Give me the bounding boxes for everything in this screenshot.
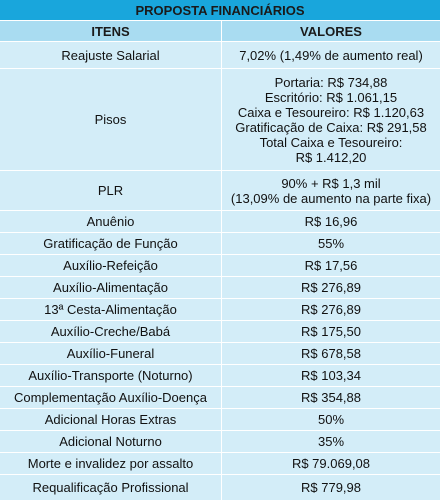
table-row — [0, 430, 440, 452]
table-row — [0, 254, 440, 276]
table-row — [0, 320, 440, 342]
table-row — [0, 210, 440, 232]
row-item: Pisos — [0, 69, 222, 170]
row-item: Anuênio — [0, 211, 222, 232]
row-value: 50% — [317, 412, 345, 427]
table-row — [0, 41, 440, 68]
table-row — [0, 474, 440, 500]
row-value: R$ 678,58 — [301, 346, 361, 361]
row-item: Morte e invalidez por assalto — [0, 453, 222, 474]
table-row — [0, 452, 440, 474]
table-row — [0, 342, 440, 364]
row-value: 35% — [317, 434, 345, 449]
row-item: Auxílio-Refeição — [0, 255, 222, 276]
row-value: 7,02% (1,49% de aumento real) — [239, 47, 423, 63]
row-item: Auxílio-Alimentação — [0, 277, 222, 298]
row-item: Gratificação de Função — [0, 233, 222, 254]
row-value: R$ 103,34 — [301, 368, 361, 383]
row-value: 55% — [317, 236, 345, 251]
table-row — [0, 170, 440, 210]
row-item: Complementação Auxílio-Doença — [0, 387, 222, 408]
header-values: VALORES — [300, 23, 362, 39]
row-item: PLR — [0, 171, 222, 210]
row-item: Auxílio-Creche/Babá — [0, 321, 222, 342]
table-row — [0, 68, 440, 170]
table-row — [0, 298, 440, 320]
row-item: Adicional Noturno — [0, 431, 222, 452]
row-value: Portaria: R$ 734,88 Escritório: R$ 1.061,15 Caixa e Tesoureiro: R$ 1.120,63 Gratificação de Caixa: R$ 291,58 Total Caixa e Tesoureiro: R$ 1.412,20 — [235, 74, 427, 165]
row-value: R$ 16,96 — [304, 214, 358, 229]
row-value: R$ 175,50 — [301, 324, 361, 339]
row-item: 13ª Cesta-Alimentação — [0, 299, 222, 320]
row-value: R$ 276,89 — [301, 280, 361, 295]
header-items: ITENS — [0, 21, 222, 41]
table-row — [0, 232, 440, 254]
table-header-row — [0, 21, 440, 41]
row-value: R$ 17,56 — [304, 258, 358, 273]
row-value: R$ 779,98 — [301, 480, 361, 495]
table-row — [0, 364, 440, 386]
table-row — [0, 386, 440, 408]
table-row — [0, 276, 440, 298]
row-value: 90% + R$ 1,3 mil (13,09% de aumento na parte fixa) — [230, 175, 432, 206]
table-title: PROPOSTA FINANCIÁRIOS — [0, 0, 440, 21]
table-row — [0, 408, 440, 430]
row-value: R$ 354,88 — [301, 390, 361, 405]
row-item: Requalificação Profissional — [0, 475, 222, 500]
row-item: Auxílio-Funeral — [0, 343, 222, 364]
row-item: Auxílio-Transporte (Noturno) — [0, 365, 222, 386]
row-value: R$ 276,89 — [301, 302, 361, 317]
row-item: Reajuste Salarial — [0, 42, 222, 68]
row-item: Adicional Horas Extras — [0, 409, 222, 430]
row-value: R$ 79.069,08 — [291, 456, 371, 471]
